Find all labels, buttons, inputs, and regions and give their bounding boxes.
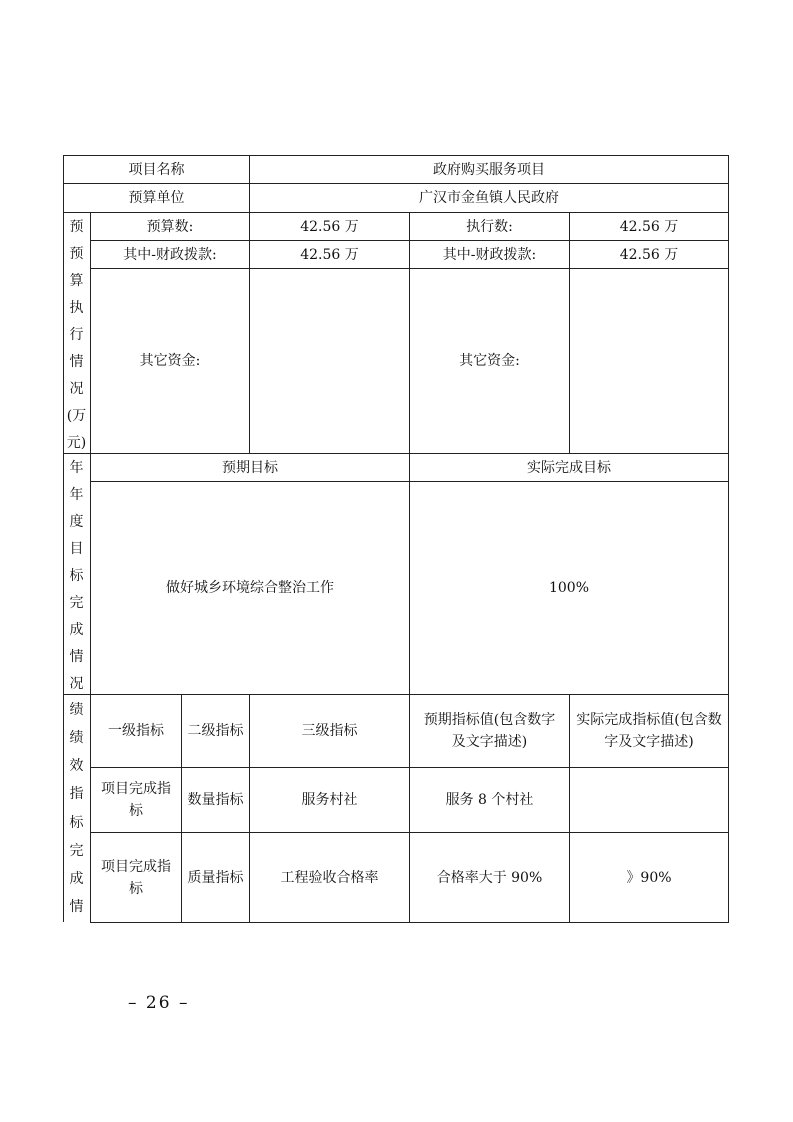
performance-side-label: 绩 绩 效 指 标 完 成 情 [69, 702, 84, 915]
fiscal-budget-label: 其中-财政拨款: [123, 246, 217, 263]
project-name-value: 政府购买服务项目 [433, 161, 545, 178]
budget-unit-value: 广汉市金鱼镇人民政府 [419, 190, 559, 206]
table-row-1-level-3: 服务村社 [301, 792, 358, 808]
table-row-2-level-1: 项目完成指标 [101, 858, 171, 897]
fiscal-executed-label: 其中-财政拨款: [442, 246, 537, 263]
project-name-label: 项目名称 [128, 161, 185, 178]
expected-goal-header: 预期目标 [222, 459, 278, 476]
annual-goal-side-label: 年 年 度 目 标 完 成 情 况 [69, 460, 84, 692]
header-expected-indicator-value: 预期指标值(包含数字及文字描述) [423, 712, 556, 750]
table-row-2-expected: 合格率大于 90% [436, 869, 543, 886]
other-funds-executed-value [570, 269, 728, 453]
budget-execution-side-label: 预 预 算 执 行 情 况 (万 元) [66, 219, 87, 451]
table-row-2-actual: 》90% [626, 869, 672, 886]
header-level-2-indicator: 二级指标 [187, 723, 244, 739]
budget-amount-value: 42.56 万 [300, 218, 359, 235]
other-funds-budget-label: 其它资金: [139, 353, 201, 369]
actual-goal-value: 100% [548, 580, 590, 596]
executed-amount-label: 执行数: [466, 218, 513, 235]
other-funds-executed-label: 其它资金: [459, 353, 520, 369]
table-row-1-actual [570, 768, 728, 832]
header-level-3-indicator: 三级指标 [301, 723, 358, 739]
budget-unit-label: 预算单位 [128, 190, 185, 206]
table-row-1-level-2: 数量指标 [187, 792, 244, 808]
executed-amount-value: 42.56 万 [619, 218, 679, 235]
fiscal-budget-value: 42.56 万 [300, 246, 359, 263]
page-number: – 26 – [128, 993, 190, 1013]
header-level-1-indicator: 一级指标 [108, 723, 164, 739]
table-border-right [728, 155, 729, 923]
header-actual-indicator-value: 实际完成指标值(包含数字及文字描述) [576, 712, 722, 750]
table-row-1-level-1: 项目完成指标 [101, 781, 171, 819]
expected-goal-value: 做好城乡环境综合整治工作 [166, 580, 334, 596]
table-row-1-expected: 服务 8 个村社 [445, 792, 534, 808]
fiscal-executed-value: 42.56 万 [619, 246, 679, 263]
table-row-2-level-2: 质量指标 [187, 869, 244, 886]
budget-amount-label: 预算数: [146, 218, 194, 235]
other-funds-budget-value [250, 269, 409, 453]
table-row-2-level-3: 工程验收合格率 [280, 869, 379, 886]
actual-goal-header: 实际完成目标 [527, 459, 611, 476]
